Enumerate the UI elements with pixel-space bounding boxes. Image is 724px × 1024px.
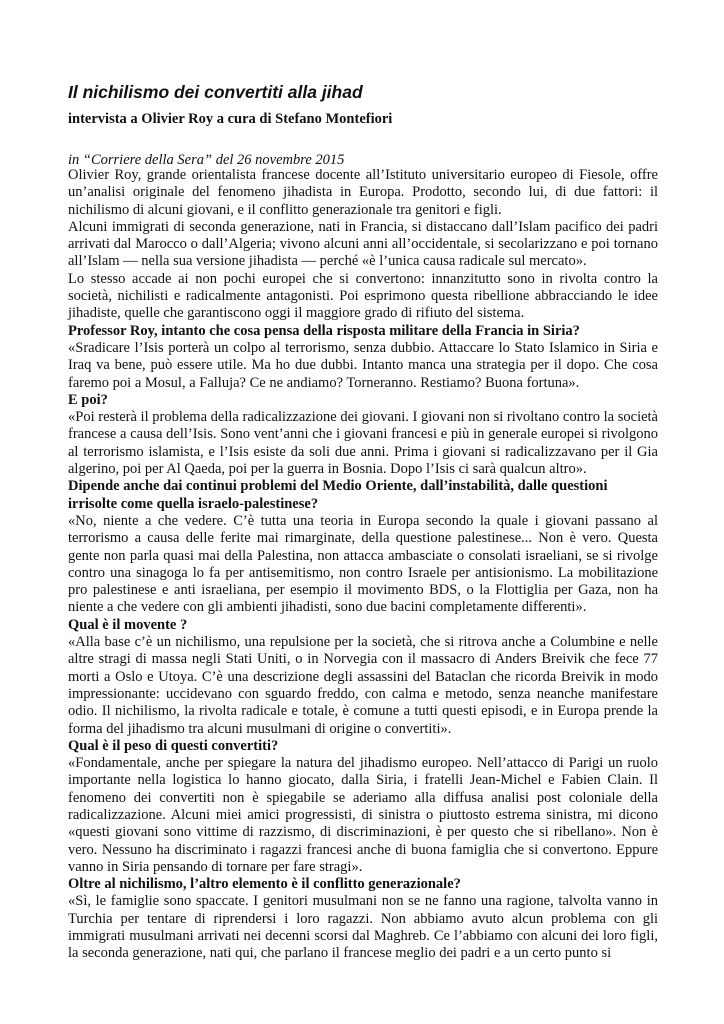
interview-question: Qual è il peso di questi convertiti? xyxy=(68,737,279,754)
interview-question: Qual è il movente ? xyxy=(68,616,188,633)
article-source: in “Corriere della Sera” del 26 novembre 2015 xyxy=(68,152,345,168)
body-paragraph: Alcuni immigrati di seconda generazione, nati in Francia, si distaccano dall’Islam pacifico dei padri arrivati dal Marocco o dall’Algeria; vivono alcuni anni all’occidentale, si secolarizzano e poi tornano all’Islam — nella sua versione jihadista — perché «è l’unica causa radicale sul mercato». xyxy=(68,218,658,270)
interview-question: Dipende anche dai continui problemi del Medio Oriente, dall’instabilità, dalle questioni irrisolte come quella israelo-palestinese? xyxy=(68,478,608,512)
body-paragraph: «Sì, le famiglie sono spaccate. I genitori musulmani non se ne fanno una ragione, talvolta vanno in Turchia per tentare di riprendersi i loro ragazzi. Non abbiamo avuto alcun problema con gli immigrati musulmani arrivati nei decenni scorsi dal Maghreb. Ce l’abbiamo con alcuni dei loro figli, la seconda generazione, nati qui, che parlano il francese meglio dei padri e a un certo punto si xyxy=(68,893,658,962)
article-subtitle: intervista a Olivier Roy a cura di Stefano Montefiori xyxy=(68,111,393,127)
body-paragraph: Lo stesso accade ai non pochi europei che si convertono: innanzitutto sono in rivolta contro la società, nichilisti e radicalmente antagonisti. Poi esprimono questa ribellione abbracciando le idee jihadiste, quelle che garantiscono oggi il maggiore grado di rifiuto del sistema. xyxy=(68,270,658,322)
body-paragraph: «Sradicare l’Isis porterà un colpo al terrorismo, senza dubbio. Attaccare lo Stato Islamico in Siria e Iraq va bene, può essere utile. Ma ho due dubbi. Intanto manca una strategia per il dopo. Che cosa faremo poi a Mosul, a Falluja? Ce ne andiamo? Torneranno. Restiamo? Buona fortuna». xyxy=(68,339,658,391)
body-paragraph: «No, niente a che vedere. C’è tutta una teoria in Europa secondo la quale i giovani passano al terrorismo a causa delle ferite mai rimarginate, della questione palestinese... Non è vero. Questa gente non parla quasi mai della Palestina, non attacca ambasciate o consolati israeliani, se si rivolge contro una sinagoga lo fa per antisemitismo, non contro Israele per antisionismo. La mobilitazione pro palestinese e anti israeliana, per esempio il movimento BDS, o la Flottiglia per Gaza, non ha niente a che vedere con gli ambienti jihadisti, sono due bacini completamente differenti». xyxy=(68,512,658,616)
article-title: Il nichilismo dei convertiti alla jihad xyxy=(68,82,363,102)
body-paragraph: «Poi resterà il problema della radicalizzazione dei giovani. I giovani non si rivoltano contro la società francese a causa dell’Isis. Sono vent’anni che i giovani francesi e più in generale europei si rivolgono al terrorismo islamista, e l’Isis esiste da soli due anni. Prima i giovani si radicalizzavano per il Gia algerino, poi per Al Qaeda, poi per la guerra in Bosnia. Dopo l’Isis ci sarà qualcun altro». xyxy=(68,409,658,478)
interview-question: E poi? xyxy=(68,391,108,408)
body-paragraph: «Fondamentale, anche per spiegare la natura del jihadismo europeo. Nell’attacco di Parigi un ruolo importante nella logistica lo hanno giocato, dalla Siria, i fratelli Jean-Michel e Fabien Clain. Il fenomeno dei convertiti non è spiegabile se aderiamo alla diffusa analisi post coloniale della radicalizzazione. Alcuni miei amici progressisti, di sinistra o piuttosto estrema sinistra, mi dicono «questi giovani sono vittime di razzismo, di discriminazioni, è per questo che si ribellano». Non è vero. Nessuno ha discriminato i ragazzi francesi anche di buona famiglia che si convertono. Eppure vanno in Siria pensando di tornare per fare stragi». xyxy=(68,755,658,875)
interview-question: Oltre al nichilismo, l’altro elemento è il conflitto generazionale? xyxy=(68,876,461,893)
body-paragraph: Olivier Roy, grande orientalista francese docente all’Istituto universitario europeo di Fiesole, offre un’analisi originale del fenomeno jihadista in Europa. Prodotto, secondo lui, di due fattori: il nichilismo di alcuni giovani, e il conflitto generazionale tra genitori e figli. xyxy=(68,167,658,218)
article-body xyxy=(68,167,658,963)
interview-question: Professor Roy, intanto che cosa pensa della risposta militare della Francia in Siria? xyxy=(68,322,580,339)
body-paragraph: «Alla base c’è un nichilismo, una repulsione per la società, che si ritrova anche a Columbine e nelle altre stragi di massa negli Stati Uniti, o in Norvegia con il massacro di Anders Breivik che fece 77 morti a Oslo e Utoya. C’è una descrizione degli assassini del Bataclan che ricorda Breivik in modo impressionante: uccidevano con sguardo freddo, con calma e metodo, senza neanche manifestare odio. Il nichilismo, la rivolta radicale e totale, è comune a tutti questi episodi, e in Europa prende la forma del jihadismo tra alcuni musulmani di origine o convertiti». xyxy=(68,634,658,737)
